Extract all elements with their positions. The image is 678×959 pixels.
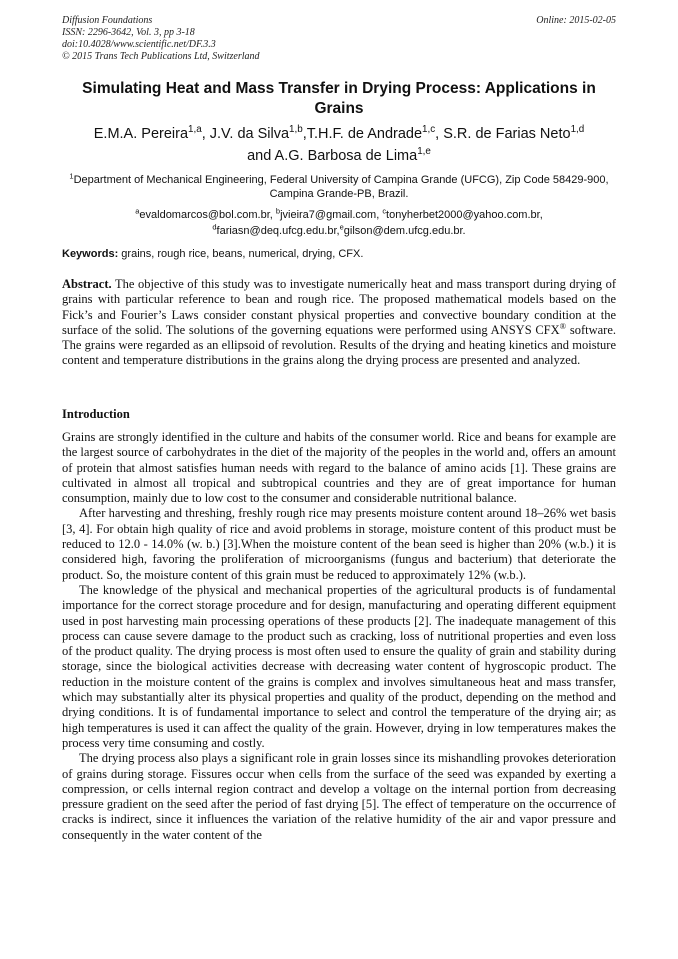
- author-affiliation-mark: 1,c: [422, 124, 436, 136]
- keywords-label: Keywords:: [62, 248, 119, 260]
- paragraph: After harvesting and threshing, freshly rough rice may presents moisture content around 18–26% wet basis [3, 4]. For obtain high quality of rice and avoid problems in storage, moisture content of this product must be reduced to 12.0 - 14.0% (w. b.) [3].When the moisture content of the bean seed is higher than 20% (w.b.) it is considered high, favoring the proliferation of microorganisms (fungus and bacterium) that deteriorate the product. So, the moisture content of this grain must be reduced to approximately 12% (w.b.).: [62, 506, 616, 582]
- email-mark: a: [135, 206, 140, 216]
- author-name: ,T.H.F. de Andrade: [302, 126, 423, 142]
- email-mark: c: [382, 206, 387, 216]
- author-affiliation-mark: 1,d: [570, 124, 585, 136]
- paragraph: Grains are strongly identified in the culture and habits of the consumer world. Rice and beans for example are the largest source of carbohydrates in the diet of the majority of the peoples in the world and, offers an amount of protein that almost satisfies human needs with regard to the balance of amino acids [1]. These grains are cultivated in almost all tropical and subtropical countries and they are of great importance for human consumption, mainly due to low cost to the consumer and considerable nutritional balance.: [62, 430, 616, 506]
- author-name: and A.G. Barbosa de Lima: [247, 148, 418, 164]
- keywords-text: grains, rough rice, beans, numerical, drying, CFX.: [118, 248, 364, 260]
- abstract-label: Abstract.: [62, 277, 112, 291]
- paragraph: The drying process also plays a significant role in grain losses since its mishandling provokes deterioration of grains during storage. Fissures occur when cells from the surface of the seed was expanded by exerting a compression, or cells internal region contract and develop a voltage on the internal portion from decreasing pressure gradient on the seed after the period of fast drying [5]. The effect of temperature on the occurrence of cracks is indirect, since it influences the variation of the relative humidity of the air and vapor pressure and consequently in the water content of the: [62, 751, 616, 842]
- affiliation-mark: 1: [69, 171, 74, 181]
- journal-header: [62, 15, 616, 63]
- online-date: Online: 2015-02-05: [536, 15, 616, 26]
- email-link[interactable]: gilson@dem.ufcg.edu.br.: [343, 225, 466, 237]
- email-mark: b: [275, 206, 281, 216]
- paragraph: The knowledge of the physical and mechanical properties of the agricultural products is of fundamental importance for the correct storage procedure and for design, manufacturing and operating different equipment used in post harvesting main processing operations of these products [2]. The inadequate management of this process can cause severe damage to the product such as cracking, loss of nutritional properties and even loss of the product quality. The drying process is most often used to ensure the quality of grain and stability during storage, since the biological activities decrease with decreasing water content of hygroscopic product. The reduction in the moisture content of the grains is complex and involves simultaneous heat and mass transfer, which may substantially alter its physical properties and quality of the product, depending on the method and drying conditions. It is of fundamental importance to select and control the temperature of the drying air; as high temperatures is used it can affect the quality of the grain. However, drying in low temperatures makes the process very time consuming and costly.: [62, 582, 616, 750]
- author-affiliation-mark: 1,e: [417, 146, 431, 158]
- email-link[interactable]: jvieira7@gmail.com,: [280, 209, 383, 221]
- author-emails: [62, 207, 616, 239]
- email-link[interactable]: tonyherbet2000@yahoo.com.br,: [386, 209, 543, 221]
- email-mark: d: [212, 222, 217, 232]
- author-list: [62, 123, 616, 167]
- abstract: [62, 277, 616, 369]
- paper-title: Simulating Heat and Mass Transfer in Drying Process: Applications in Grains: [82, 80, 596, 117]
- email-mark: e: [339, 222, 344, 232]
- author-affiliation-mark: 1,a: [188, 124, 202, 136]
- journal-issn: ISSN: 2296-3642, Vol. 3, pp 3-18: [62, 27, 195, 38]
- section-heading-introduction: Introduction: [62, 407, 130, 421]
- email-link[interactable]: fariasn@deq.ufcg.edu.br,: [216, 225, 340, 237]
- email-link[interactable]: evaldomarcos@bol.com.br,: [139, 209, 276, 221]
- journal-copyright: © 2015 Trans Tech Publications Ltd, Switzerland: [62, 51, 260, 62]
- introduction-body: [62, 430, 616, 843]
- journal-name: Diffusion Foundations: [62, 15, 153, 26]
- author-name: , J.V. da Silva: [201, 126, 290, 142]
- keywords: [62, 247, 616, 261]
- author-name: , S.R. de Farias Neto: [435, 126, 571, 142]
- registered-mark: ®: [559, 320, 567, 331]
- abstract-text: The objective of this study was to investigate numerically heat and mass transport during drying of grains with particular reference to bean and rough rice. The proposed mathematical models based on the Fick’s and Fourier’s Laws consider constant physical properties and convective boundary condition at the surface of the solid. The solutions of the governing equations were performed using ANSYS CFX: [62, 277, 616, 337]
- affiliation: [62, 173, 616, 201]
- journal-doi[interactable]: doi:10.4028/www.scientific.net/DF.3.3: [62, 39, 216, 50]
- affiliation-text: Department of Mechanical Engineering, Federal University of Campina Grande (UFCG), Zip Code 58429-900, Campina Grande-PB, Brazil.: [73, 174, 609, 200]
- author-affiliation-mark: 1,b: [289, 124, 303, 136]
- abstract-text: software. The grains were regarded as an ellipsoid of revolution. Results of the drying and heating kinetics and moisture content and temperature distributions in the grains along the drying process are presented and analyzed.: [62, 322, 617, 368]
- author-name: E.M.A. Pereira: [93, 126, 189, 142]
